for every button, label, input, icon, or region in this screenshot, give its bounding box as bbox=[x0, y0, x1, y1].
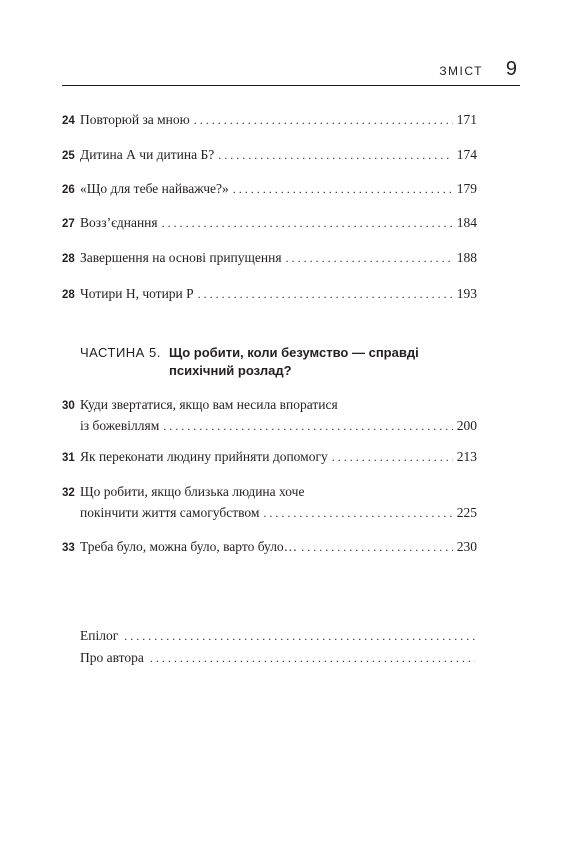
page-ref: 171 bbox=[456, 112, 477, 127]
chapter-number: 26 bbox=[62, 184, 75, 196]
leader-dots bbox=[163, 417, 453, 436]
chapter-number: 28 bbox=[62, 289, 75, 301]
page-ref: 184 bbox=[456, 215, 477, 230]
page-ref: 213 bbox=[456, 449, 477, 464]
leader-dots bbox=[263, 504, 452, 523]
toc-entry[interactable] bbox=[62, 145, 477, 166]
page-ref: 174 bbox=[456, 147, 477, 162]
page-ref: 193 bbox=[456, 286, 477, 301]
part-title-line: Що робити, коли безумство — справді bbox=[169, 345, 419, 360]
leader-dots bbox=[150, 649, 475, 668]
toc-entry[interactable] bbox=[62, 213, 477, 234]
running-header-label: ЗМІСТ bbox=[439, 64, 483, 78]
back-matter-title: Про автора bbox=[80, 650, 144, 665]
page-ref: 200 bbox=[456, 418, 477, 433]
toc-entry[interactable] bbox=[62, 284, 477, 305]
leader-dots bbox=[233, 180, 453, 199]
chapter-number: 27 bbox=[62, 218, 75, 230]
leader-dots bbox=[218, 146, 453, 165]
chapter-number: 25 bbox=[62, 150, 75, 162]
leader-dots bbox=[194, 111, 453, 130]
toc-entry[interactable] bbox=[62, 110, 477, 131]
chapter-title: Куди звертатися, якщо вам несила впоратися bbox=[80, 397, 338, 412]
toc-entry[interactable] bbox=[62, 395, 477, 436]
back-matter-title: Епілог bbox=[80, 628, 119, 643]
toc-entry[interactable] bbox=[62, 482, 477, 523]
chapter-title: Возз’єднання bbox=[80, 215, 158, 230]
leader-dots bbox=[332, 448, 453, 467]
back-matter-entry[interactable] bbox=[80, 648, 475, 668]
page-number: 9 bbox=[505, 58, 517, 80]
chapter-number: 33 bbox=[62, 542, 75, 554]
page-ref: 230 bbox=[456, 539, 477, 554]
chapter-title: «Що для тебе найважче?» bbox=[80, 181, 229, 196]
leader-dots bbox=[124, 627, 475, 646]
chapter-title: Що робити, якщо близька людина хоче bbox=[80, 484, 305, 499]
page-ref: 188 bbox=[456, 250, 477, 265]
chapter-title: Повторюй за мною bbox=[80, 112, 190, 127]
chapter-title: Чотири Н, чотири Р bbox=[80, 286, 194, 301]
chapter-title: Як переконати людину прийняти допомогу bbox=[80, 449, 328, 464]
page-ref: 225 bbox=[456, 505, 477, 520]
toc-entry[interactable] bbox=[62, 537, 477, 558]
chapter-number: 24 bbox=[62, 115, 75, 127]
back-matter-entry[interactable] bbox=[80, 626, 475, 646]
chapter-number: 32 bbox=[62, 487, 75, 499]
leader-dots bbox=[162, 214, 453, 233]
chapter-title: Дитина А чи дитина Б? bbox=[80, 147, 215, 162]
toc-entry[interactable] bbox=[62, 179, 477, 200]
leader-dots bbox=[286, 249, 453, 268]
toc-entry[interactable] bbox=[62, 248, 477, 269]
toc-entry[interactable] bbox=[62, 447, 477, 468]
chapter-title: Треба було, можна було, варто було… bbox=[80, 539, 298, 554]
chapter-number: 28 bbox=[62, 253, 75, 265]
leader-dots bbox=[301, 538, 453, 557]
header-rule bbox=[62, 85, 520, 86]
leader-dots bbox=[198, 285, 453, 304]
chapter-number: 31 bbox=[62, 452, 75, 464]
chapter-title: Завершення на основі припущення bbox=[80, 250, 282, 265]
chapter-title-continued: покінчити життя самогубством bbox=[80, 505, 260, 520]
page-ref: 179 bbox=[456, 181, 477, 196]
chapter-title-continued: із божевіллям bbox=[80, 418, 160, 433]
part-title-line: психічний розлад? bbox=[169, 363, 292, 378]
chapter-number: 30 bbox=[62, 400, 75, 412]
part-label: ЧАСТИНА 5. bbox=[80, 345, 161, 360]
part-title bbox=[169, 344, 489, 380]
